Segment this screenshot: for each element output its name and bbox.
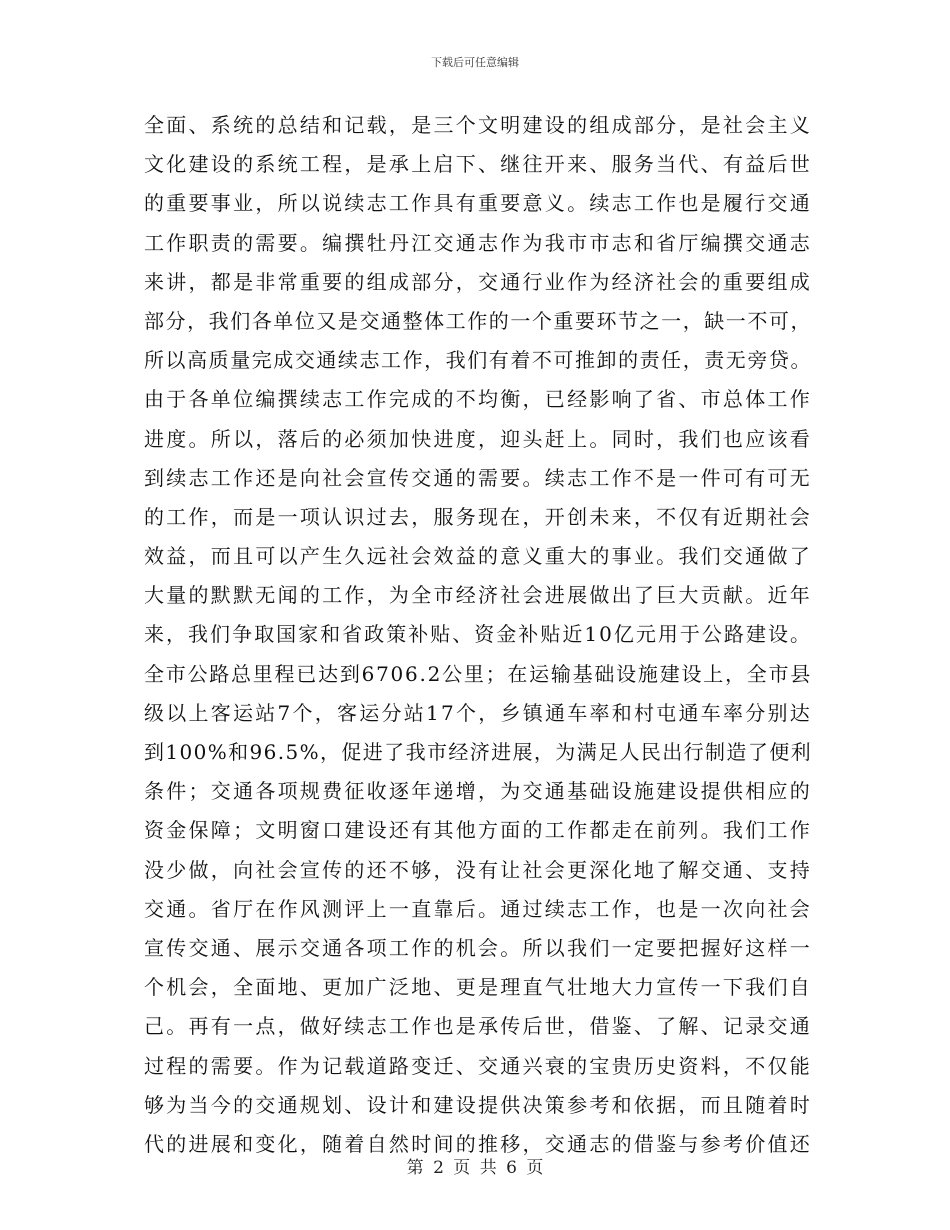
- text-line: 来讲，都是非常重要的组成部分，交通行业作为经济社会的重要组成: [144, 269, 812, 294]
- text-line: 到续志工作还是向社会宣传交通的需要。续志工作不是一件可有可无: [144, 465, 812, 490]
- text-line: 够为当今的交通规划、设计和建设提供决策参考和依据，而且随着时: [144, 1092, 812, 1117]
- text-line: 没少做，向社会宣传的还不够，没有让社会更深化地了解交通、支持: [144, 857, 812, 882]
- text-line: 的工作，而是一项认识过去，服务现在，开创未来，不仅有近期社会: [144, 504, 812, 529]
- text-line: 条件；交通各项规费征收逐年递增，为交通基础设施建设提供相应的: [144, 779, 812, 804]
- page-header: 下载后可任意编辑: [431, 56, 519, 69]
- text-line: 工作职责的需要。编撰牡丹江交通志作为我市市志和省厅编撰交通志: [144, 230, 812, 255]
- text-line: 全市公路总里程已达到6706.2公里；在运输基础设施建设上，全市县: [144, 661, 812, 686]
- text-line: 宣传交通、展示交通各项工作的机会。所以我们一定要把握好这样一: [144, 935, 812, 960]
- text-line: 进度。所以，落后的必须加快进度，迎头赶上。同时，我们也应该看: [144, 426, 812, 451]
- body-text: [144, 106, 814, 1164]
- text-line: 大量的默默无闻的工作，为全市经济社会进展做出了巨大贡献。近年: [144, 583, 812, 608]
- text-line: 过程的需要。作为记载道路变迁、交通兴衰的宝贵历史资料，不仅能: [144, 1053, 812, 1078]
- text-line: 代的进展和变化，随着自然时间的推移，交通志的借鉴与参考价值还: [144, 1131, 812, 1156]
- text-line: 来，我们争取国家和省政策补贴、资金补贴近10亿元用于公路建设。: [144, 622, 812, 647]
- text-line: 到100%和96.5%，促进了我市经济进展，为满足人民出行制造了便利: [144, 740, 812, 764]
- text-line: 文化建设的系统工程，是承上启下、继往开来、服务当代、有益后世: [144, 152, 812, 177]
- text-line: 由于各单位编撰续志工作完成的不均衡，已经影响了省、市总体工作: [144, 387, 812, 412]
- text-line: 部分，我们各单位又是交通整体工作的一个重要环节之一，缺一不可，: [144, 308, 812, 333]
- text-line: 所以高质量完成交通续志工作，我们有着不可推卸的责任，责无旁贷。: [144, 348, 812, 373]
- text-line: 交通。省厅在作风测评上一直靠后。通过续志工作，也是一次向社会: [144, 896, 812, 921]
- text-line: 的重要事业，所以说续志工作具有重要意义。续志工作也是履行交通: [144, 191, 812, 216]
- text-line: 资金保障；文明窗口建设还有其他方面的工作都走在前列。我们工作: [144, 818, 812, 843]
- text-line: 个机会，全面地、更加广泛地、更是理直气壮地大力宣传一下我们自: [144, 975, 812, 1000]
- text-line: 效益，而且可以产生久远社会效益的意义重大的事业。我们交通做了: [144, 544, 812, 569]
- text-line: 己。再有一点，做好续志工作也是承传后世，借鉴、了解、记录交通: [144, 1014, 812, 1039]
- text-line: 级以上客运站7个，客运分站17个，乡镇通车率和村屯通车率分别达: [144, 700, 812, 725]
- page-footer: 第 2 页 共 6 页: [406, 1158, 544, 1178]
- text-line: 全面、系统的总结和记载，是三个文明建设的组成部分，是社会主义: [144, 113, 812, 137]
